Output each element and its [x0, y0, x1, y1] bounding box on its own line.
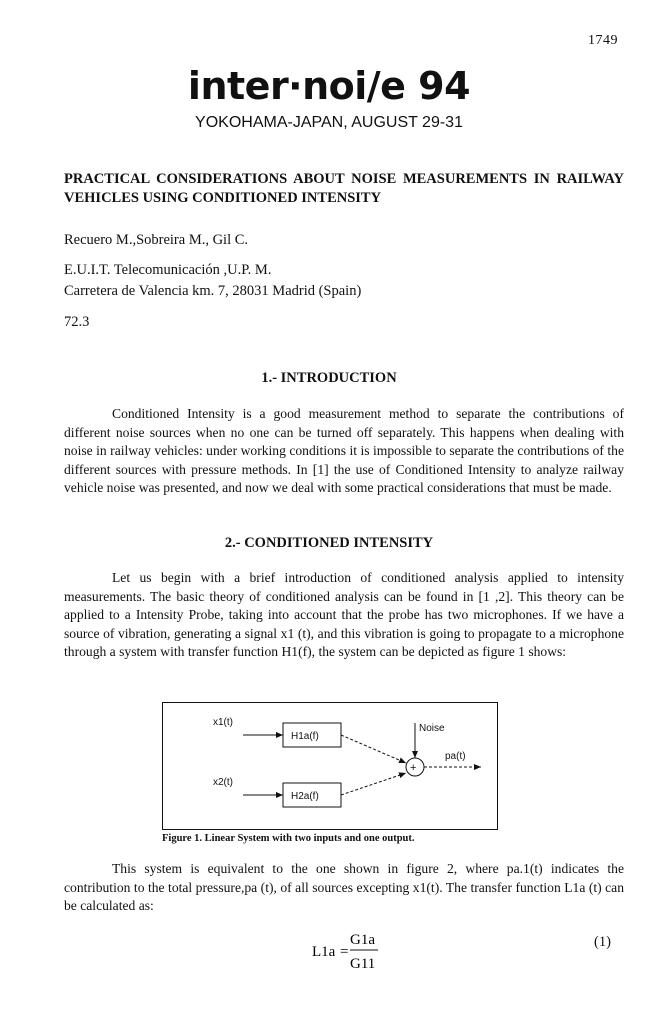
affiliation-line-2: Carretera de Valencia km. 7, 28031 Madrid (Spain) — [64, 283, 362, 299]
figure-1-svg — [163, 703, 497, 829]
introduction-paragraph: Conditioned Intensity is a good measurement method to separate the contributions of different noise sources when no one can be turned off separately. This happens when dealing with noise in railway vehicles: under working conditions it is impossible to separate the contributions of the different sources with pressure methods. In [1] the use of Conditioned Intensity to analyze railway vehicle noise was presented, and now we deal with some practical considerations that must be made. — [64, 406, 624, 496]
equation-lhs: L1a — [312, 944, 336, 960]
paper-authors: Recuero M.,Sobreira M., Gil C. — [64, 232, 249, 248]
input-2-label: x2(t) — [213, 777, 233, 788]
svg-text:=: = — [340, 944, 349, 960]
paper-title: PRACTICAL CONSIDERATIONS ABOUT NOISE MEASUREMENTS IN RAILWAY VEHICLES USING CONDITIONED INTENSITY — [64, 171, 624, 206]
block-1-to-sum-arrow — [341, 735, 406, 763]
equation-1-svg — [310, 928, 610, 978]
section-heading-introduction: 1.- INTRODUCTION — [261, 370, 397, 386]
equation-number: (1) — [594, 934, 611, 950]
equation-1 — [310, 928, 610, 978]
block-h2a-label: H2a(f) — [291, 791, 319, 802]
affiliation — [64, 260, 361, 302]
conference-logo: inter·noi/e 94 — [187, 64, 471, 108]
conference-venue: YOKOHAMA-JAPAN, AUGUST 29-31 — [195, 114, 463, 131]
block-h1a-label: H1a(f) — [291, 731, 319, 742]
sum-symbol: + — [410, 762, 417, 774]
figure-1-caption: Figure 1. Linear System with two inputs and one output. — [162, 833, 415, 844]
equivalence-paragraph: This system is equivalent to the one shown in figure 2, where pa.1(t) indicates the contribution to the total pressure,pa (t), of all sources excepting x1(t). The transfer function L1a (t) can be calculated as: — [64, 861, 624, 914]
noise-label: Noise — [419, 723, 445, 734]
block-2-to-sum-arrow — [341, 773, 406, 795]
input-1-label: x1(t) — [213, 717, 233, 728]
section-heading-conditioned-intensity: 2.- CONDITIONED INTENSITY — [224, 535, 434, 551]
page-number: 1749 — [588, 33, 618, 48]
figure-1-diagram — [162, 702, 498, 830]
conditioned-intensity-paragraph: Let us begin with a brief introduction of conditioned analysis applied to intensity measurements. The basic theory of conditioned analysis can be found in [1 ,2]. This theory can be applied to a Intensity Probe, taking into account that the probe has two microphones. If we have a source of vibration, generating a signal x1 (t), and this vibration is going to propagate to a microphone through a system with transfer function H1(f), the system can be depicted as figure 1 shows: — [64, 570, 624, 660]
output-label: pa(t) — [445, 751, 466, 762]
equation-numerator: G1a — [350, 932, 375, 948]
equation-denominator: G11 — [350, 956, 376, 972]
paper-code: 72.3 — [64, 314, 90, 330]
affiliation-line-1: E.U.I.T. Telecomunicación ,U.P. M. — [64, 262, 272, 278]
